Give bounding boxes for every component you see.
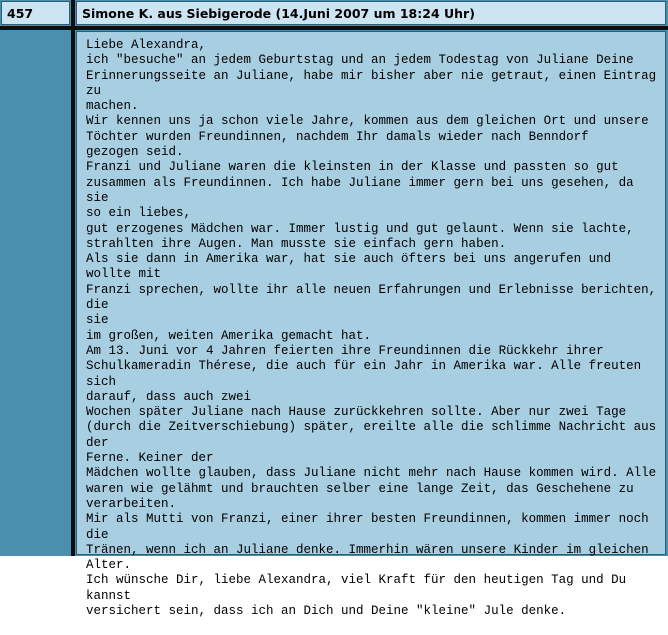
message-line: Schulkameradin Thérese, die auch für ein Jahr in Amerika war. Alle freuten sich	[86, 359, 649, 389]
entry-side-cell	[0, 30, 71, 556]
entry-number: 457	[1, 1, 70, 25]
message-line: Mir als Mutti von Franzi, einer ihrer besten Freundinnen, kommen immer noch die	[86, 512, 657, 542]
message-line: sie	[86, 313, 109, 328]
message-line: zusammen als Freundinnen. Ich habe Juliane immer gern bei uns gesehen, da sie	[86, 175, 642, 205]
message-line: Franzi sprechen, wollte ihr alle neuen Erfahrungen und Erlebnisse berichten, die	[86, 282, 664, 313]
vertical-divider	[71, 0, 75, 556]
message-line: verarbeiten.	[86, 496, 177, 511]
entry-message	[77, 32, 665, 619]
message-line: Töchter wurden Freundinnen, nachdem Ihr damals wieder nach Benndorf	[86, 129, 589, 144]
message-line: Erinnerungsseite an Juliane, habe mir bisher aber nie getraut, einen Eintrag zu	[86, 68, 664, 98]
message-line: Alter.	[86, 558, 132, 573]
message-line: Franzi und Juliane waren die kleinsten in der Klasse und passten so gut	[86, 160, 619, 175]
message-line: gezogen seid.	[86, 145, 184, 160]
entry-author-date: Simone K. aus Siebigerode (14.Juni 2007 um 18:24 Uhr)	[76, 1, 666, 25]
message-line: Wochen später Juliane nach Hause zurückkehren sollte. Aber nur zwei Tage	[86, 405, 627, 420]
message-line: machen.	[86, 99, 139, 114]
message-line: Mädchen wollte glauben, dass Juliane nicht mehr nach Hause kommen wird. Alle	[86, 466, 657, 481]
message-line: Liebe Alexandra,	[86, 38, 207, 52]
message-line: darauf, dass auch zwei	[86, 389, 252, 404]
horizontal-divider	[0, 26, 668, 30]
message-line: Als sie dann in Amerika war, hat sie auch öfters bei uns angerufen und wollte mit	[86, 252, 619, 282]
message-line: waren wie gelähmt und brauchten selber eine lange Zeit, das Geschehene zu	[86, 481, 634, 496]
message-line: (durch die Zeitverschiebung) später, ereilte alle die schlimme Nachricht aus der	[86, 420, 664, 450]
message-line: Wir kennen uns ja schon viele Jahre, kommen aus dem gleichen Ort und unsere	[86, 114, 649, 129]
message-line: im großen, weiten Amerika gemacht hat.	[86, 328, 372, 343]
message-line: gut erzogenes Mädchen war. Immer lustig und gut gelaunt. Wenn sie lachte,	[86, 221, 634, 236]
message-line: versichert sein, dass ich an Dich und Deine "kleine" Jule denke.	[86, 603, 567, 618]
message-line: Ferne. Keiner der	[86, 451, 214, 466]
message-line: Tränen, wenn ich an Juliane denke. Immerhin wären unsere Kinder im gleichen	[86, 542, 649, 557]
entry-body	[76, 31, 666, 618]
message-line: so ein liebes,	[86, 206, 192, 221]
message-line: ich "besuche" an jedem Geburtstag und an jedem Todestag von Juliane Deine	[86, 53, 634, 68]
message-line: Ich wünsche Dir, liebe Alexandra, viel Kraft für den heutigen Tag und Du kannst	[86, 573, 634, 603]
message-line: Am 13. Juni vor 4 Jahren feierten ihre Freundinnen die Rückkehr ihrer	[86, 343, 604, 358]
message-line: strahlten ihre Augen. Man musste sie einfach gern haben.	[86, 236, 507, 251]
